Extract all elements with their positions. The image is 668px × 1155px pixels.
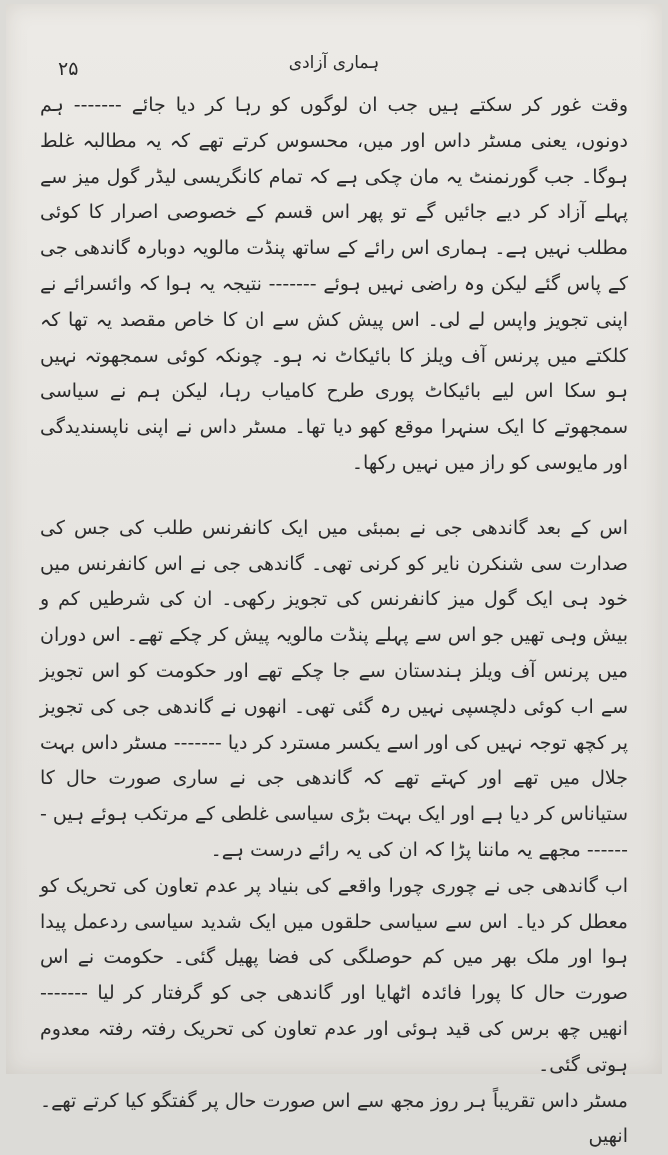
paragraph: اس کے بعد گاندھی جی نے بمبئی میں ایک کانفرنس طلب کی جس کی صدارت سی شنکرن نایر کو کرنی تھی۔ گاندھی جی نے اس کانفرنس میں خود ہی ایک گول میز کانفرنس کی تجویز رکھی۔ ان کی شرطیں کم و بیش وہی تھیں جو اس سے پہلے پنڈت مالویہ پیش کر چکے تھے۔ اس دوران میں پرنس آف ویلز ہندستان سے جا چکے تھے اور حکومت کو اس تجویز سے اب کوئی دلچسپی نہیں رہ گئی تھی۔ انھوں نے گاندھی جی کی تجویز پر کچھ توجہ نہیں کی اور اسے یکسر مسترد کر دیا ------- مسٹر داس بہت جلال میں تھے اور کہتے تھے کہ گاندھی جی نے ساری صورت حال کا ستیاناس کر دیا ہے اور ایک بہت بڑی سیاسی غلطی کے مرتکب ہوئے ہیں ------- مجھے یہ ماننا پڑا کہ ان کی یہ رائے درست ہے۔ — [40, 516, 628, 861]
body-text — [40, 88, 628, 1155]
running-title: ہماری آزادی — [288, 53, 380, 73]
page-number: ۲۵ — [58, 58, 79, 80]
paragraph: اب گاندھی جی نے چوری چورا واقعے کی بنیاد پر عدم تعاون کی تحریک کو معطل کر دیا۔ اس سے سیاسی حلقوں میں ایک شدید سیاسی ردعمل پیدا ہوا اور ملک بھر میں کم حوصلگی کی فضا پھیل گئی۔ حکومت نے اس صورت حال کا پورا فائدہ اٹھایا اور گاندھی جی کو گرفتار کر لیا ------- انھیں چھ برس کی قید ہوئی اور عدم تعاون کی تحریک رفتہ رفتہ معدوم ہوتی گئی۔ — [40, 874, 628, 1076]
paragraph: وقت غور کر سکتے ہیں جب ان لوگوں کو رہا کر دیا جائے ------- ہم دونوں، یعنی مسٹر داس اور میں، محسوس کرتے تھے کہ یہ مطالبہ غلط ہوگا۔ جب گورنمنٹ یہ مان چکی ہے کہ تمام کانگریسی لیڈر گول میز سے پہلے آزاد کر دیے جائیں گے تو پھر اس قسم کے خصوصی اصرار کا کوئی مطلب نہیں ہے۔ ہماری اس رائے کے ساتھ پنڈت مالویہ دوبارہ گاندھی جی کے پاس گئے لیکن وہ راضی نہیں ہوئے ------- نتیجہ یہ ہوا کہ وائسرائے نے اپنی تجویز واپس لے لی۔ اس پیش کش سے ان کا خاص مقصد یہ تھا کہ کلکتے میں پرنس آف ویلز کا بائیکاٹ نہ ہو۔ چونکہ کوئی سمجھوتہ نہیں ہو سکا اس لیے بائیکاٹ پوری طرح کامیاب رہا، لیکن ہم نے سیاسی سمجھوتے کا ایک سنہرا موقع کھو دیا تھا۔ مسٹر داس نے اپنی ناپسندیدگی اور مایوسی کو راز میں نہیں رکھا۔ — [40, 94, 628, 474]
paragraph: مسٹر داس تقریباً ہر روز مجھ سے اس صورت حال پر گفتگو کیا کرتے تھے۔ انھیں — [40, 1089, 628, 1148]
